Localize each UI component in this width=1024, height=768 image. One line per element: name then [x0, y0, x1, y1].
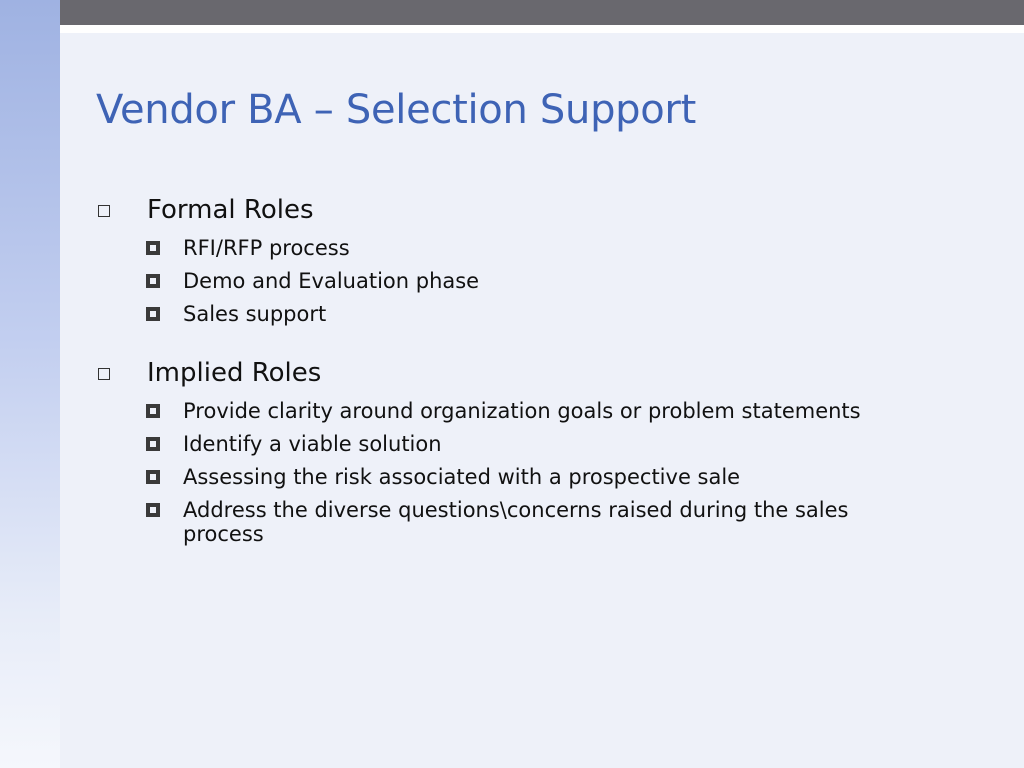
list-item-text: Address the diverse questions\concerns raised during the sales process — [183, 498, 849, 546]
list-item — [142, 236, 896, 260]
bullet-formal-roles — [96, 190, 896, 230]
filled-square-bullet-icon — [146, 274, 160, 288]
filled-square-bullet-icon — [146, 307, 160, 321]
section-label: Implied Roles — [147, 358, 322, 388]
top-header-bar — [60, 0, 1024, 25]
list-item-text: RFI/RFP process — [183, 236, 350, 260]
hollow-square-bullet-icon — [98, 205, 110, 217]
filled-square-bullet-icon — [146, 404, 160, 418]
filled-square-bullet-icon — [146, 503, 160, 517]
filled-square-bullet-icon — [146, 241, 160, 255]
formal-roles-list — [142, 236, 896, 326]
list-item-text: Identify a viable solution — [183, 432, 442, 456]
list-item — [142, 269, 896, 293]
list-item-text: Provide clarity around organization goals or problem statements — [183, 399, 861, 423]
list-item — [142, 432, 896, 456]
bullet-implied-roles — [96, 353, 896, 393]
list-item-text: Sales support — [183, 302, 327, 326]
slide-title: Vendor BA – Selection Support — [96, 87, 696, 133]
hollow-square-bullet-icon — [98, 368, 110, 380]
filled-square-bullet-icon — [146, 437, 160, 451]
list-item — [142, 465, 896, 489]
list-item-text: Assessing the risk associated with a prospective sale — [183, 465, 741, 489]
list-item — [142, 498, 896, 546]
list-item — [142, 399, 896, 423]
list-item — [142, 302, 896, 326]
spacer — [96, 335, 896, 353]
left-accent-band — [0, 0, 60, 768]
slide-content — [96, 190, 896, 555]
implied-roles-list — [142, 399, 896, 546]
filled-square-bullet-icon — [146, 470, 160, 484]
list-item-text: Demo and Evaluation phase — [183, 269, 480, 293]
header-divider — [60, 25, 1024, 33]
section-label: Formal Roles — [147, 195, 314, 225]
